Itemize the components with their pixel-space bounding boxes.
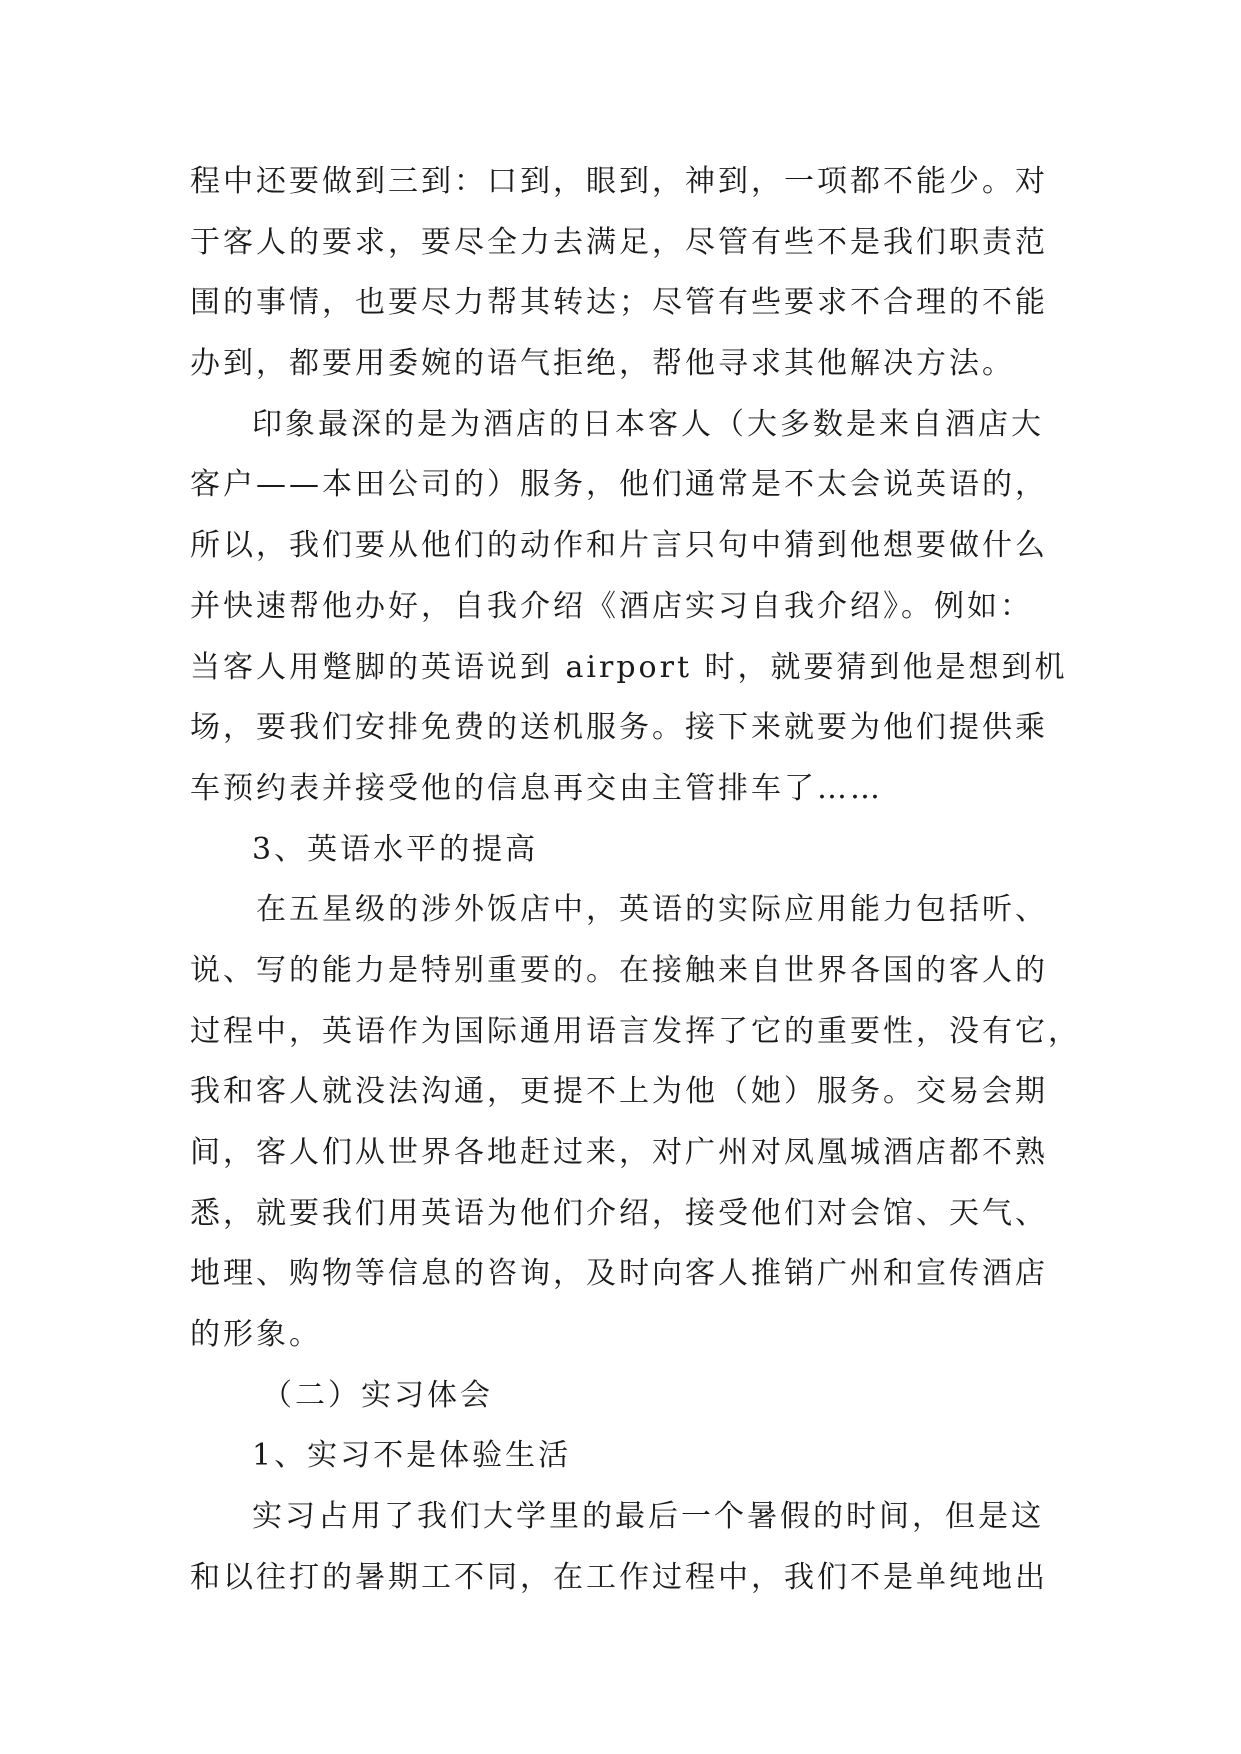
paragraph-start-line: 实习占用了我们大学里的最后一个暑假的时间，但是这 (252, 1499, 1044, 1535)
text-line: 所以，我们要从他们的动作和片言只句中猜到他想要做什么 (190, 528, 1048, 564)
text-line: 程中还要做到三到：口到，眼到，神到，一项都不能少。对 (190, 164, 1048, 199)
text-line: 和以往打的暑期工不同，在工作过程中，我们不是单纯地出 (190, 1559, 1048, 1595)
text-line: 我和客人就没法沟通，更提不上为他（她）服务。交易会期 (190, 1074, 1048, 1110)
text-line: 的形象。 (190, 1317, 322, 1353)
text-line: 并快速帮他办好，自我介绍《酒店实习自我介绍》。例如： (190, 588, 1033, 624)
paragraph-start-line: 在五星级的涉外饭店中，英语的实际应用能力包括听、 (256, 892, 1048, 928)
section-heading: （二）实习体会 (262, 1377, 493, 1413)
text-line: 场，要我们安排免费的送机服务。接下来就要为他们提供乘 (190, 710, 1048, 746)
text-line: 车预约表并接受他的信息再交由主管排车了…… (190, 770, 883, 806)
subsection-heading: 1、实习不是体验生活 (252, 1438, 572, 1474)
paragraph-start-line: 印象最深的是为酒店的日本客人（大多数是来自酒店大 (252, 406, 1044, 442)
text-line: 于客人的要求，要尽全力去满足，尽管有些不是我们职责范 (190, 224, 1048, 260)
body-text (190, 152, 1081, 1609)
text-line: 悉，就要我们用英语为他们介绍，接受他们对会馆、天气、 (190, 1195, 1048, 1231)
text-line: 过程中，英语作为国际通用语言发挥了它的重要性，没有它， (190, 1013, 1081, 1049)
text-line: 说、写的能力是特别重要的。在接触来自世界各国的客人的 (190, 952, 1048, 988)
text-line: 地理、购物等信息的咨询，及时向客人推销广州和宣传酒店 (190, 1256, 1048, 1292)
text-line: 间，客人们从世界各地赶过来，对广州对凤凰城酒店都不熟 (190, 1135, 1048, 1170)
text-line: 围的事情，也要尽力帮其转达；尽管有些要求不合理的不能 (190, 285, 1048, 321)
text-line: 办到，都要用委婉的语气拒绝，帮他寻求其他解决方法。 (190, 346, 1015, 382)
text-line: 当客人用蹩脚的英语说到 airport 时，就要猜到他是想到机 (190, 649, 1068, 685)
text-line: 客户——本田公司的）服务，他们通常是不太会说英语的， (190, 467, 1048, 503)
section-heading: 3、英语水平的提高 (252, 831, 539, 867)
